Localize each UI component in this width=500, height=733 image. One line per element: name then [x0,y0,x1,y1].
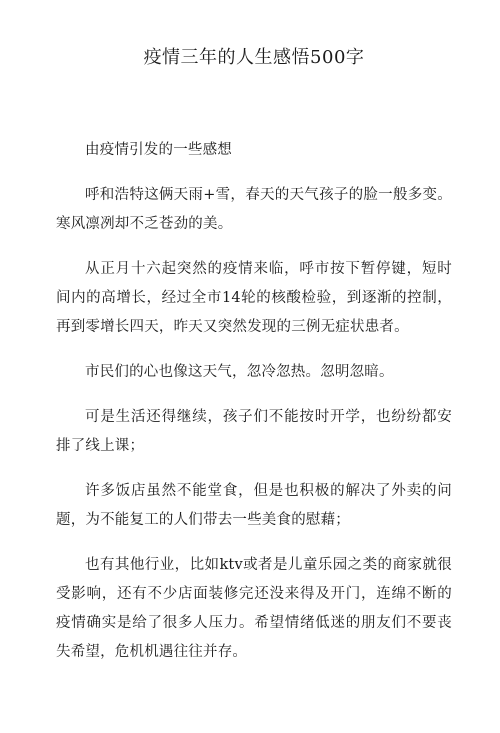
paragraph-online-classes: 可是生活还得继续，孩子们不能按时开学，也纷纷都安排了线上课； [56,409,452,454]
paragraph-other-industries: 也有其他行业，比如ktv或者是儿童乐园之类的商家就很受影响，还有不少店面装修完还没来得及开门，连绵不断的疫情确实是给了很多人压力。希望情绪低迷的朋友们不要丧失希望，危机机遇往往并存。 [56,557,452,660]
paragraph-citizens: 市民们的心也像这天气，忽冷忽热。忽明忽暗。 [85,364,394,380]
paragraph-outbreak: 从正月十六起突然的疫情来临，呼市按下暂停键，短时间内的高增长，经过全市14轮的核酸检验，到逐渐的控制，再到零增长四天，昨天又突然发现的三例无症状患者。 [56,261,452,335]
page-title: 疫情三年的人生感悟500字 [143,47,365,68]
article-body [56,136,452,667]
paragraph-restaurants: 许多饭店虽然不能堂食，但是也积极的解决了外卖的问题，为不能复工的人们带去一些美食的慰藉； [56,483,452,528]
paragraph-weather: 呼和浩特这俩天雨+雪，春天的天气孩子的脸一般多变。寒风凛冽却不乏苍劲的美。 [56,187,452,232]
paragraph-heading: 由疫情引发的一些感想 [85,142,232,158]
